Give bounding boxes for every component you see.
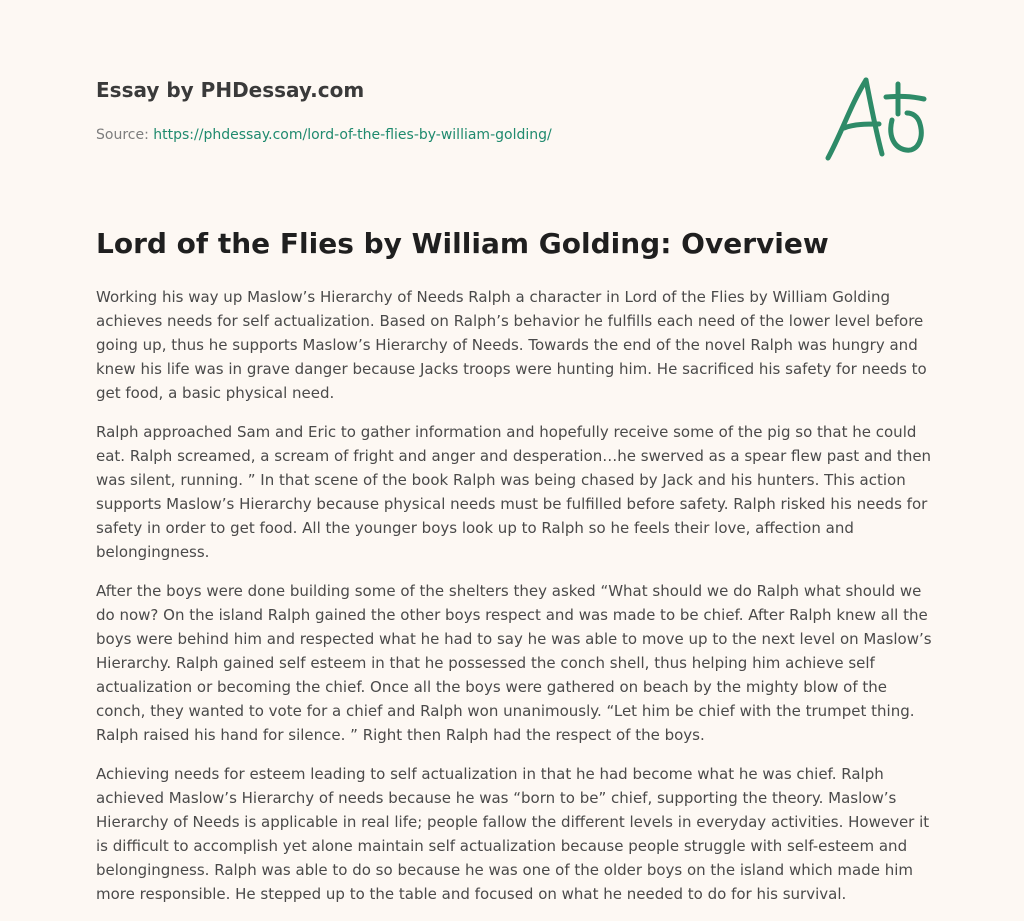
brand-title: Essay by PHDessay.com — [96, 78, 365, 102]
essay-paragraph: Ralph approached Sam and Eric to gather information and hopefully receive some of the pig so that he could eat. Ralph screamed, a scream of fright and anger and desperation…he swerved as a spear flew past and then was silent, running. ” In that scene of the book Ralph was being chased by Jack and his hunters. This action supports Maslow’s Hierarchy because physical needs must be fulfilled before safety. Ralph risked his needs for safety in order to get food. All the younger boys look up to Ralph so he feels their love, affection and belongingness. — [96, 423, 932, 561]
essay-paragraph: Working his way up Maslow’s Hierarchy of Needs Ralph a character in Lord of the Flies by William Golding achieves needs for self actualization. Based on Ralph’s behavior he fulfills each need of the lower level before going up, thus he supports Maslow’s Hierarchy of Needs. Towards the end of the novel Ralph was hungry and knew his life was in grave danger because Jacks troops were hunting him. He sacrificed his safety for needs to get food, a basic physical need. — [96, 288, 927, 402]
essay-paragraph: After the boys were done building some of the shelters they asked “What should we do Ralph what should we do now? On the island Ralph gained the other boys respect and was made to be chief. After Ralph knew all the boys were behind him and respected what he had to say he was able to move up to the next level on Maslow’s Hierarchy. Ralph gained self esteem in that he possessed the conch shell, thus helping him achieve self actualization or becoming the chief. Once all the boys were gathered on beach by the mighty blow of the conch, they wanted to vote for a chief and Ralph won unanimously. “Let him be chief with the trumpet thing. Ralph raised his hand for silence. ” Right then Ralph had the respect of the boys. — [96, 582, 932, 744]
source-line — [96, 126, 796, 144]
a-plus-icon — [816, 66, 936, 166]
source-label: Source: — [96, 127, 149, 143]
essay-paragraph: Achieving needs for esteem leading to self actualization in that he had become what he was chief. Ralph achieved Maslow’s Hierarchy of needs because he was “born to be” chief, supporting the theory. Maslow’s Hierarchy of Needs is applicable in real life; people fallow the different levels in everyday activities. However it is difficult to accomplish yet alone maintain self actualization because people struggle with self-esteem and belongingness. Ralph was able to do so because he was one of the older boys on the island which made him more responsible. He stepped up to the table and focused on what he needed to do for his survival. — [96, 765, 930, 903]
essay-body — [96, 285, 932, 921]
source-link[interactable]: https://phdessay.com/lord-of-the-flies-by-william-golding/ — [153, 127, 552, 143]
essay-title: Lord of the Flies by William Golding: Overview — [96, 227, 829, 260]
essay-header — [96, 78, 796, 144]
